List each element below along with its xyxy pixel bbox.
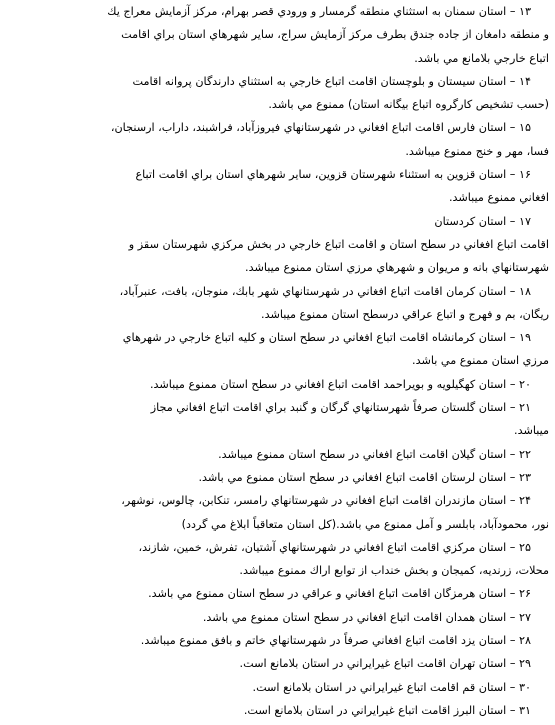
text-line: ۲۷ – استان همدان اقامت اتباع افغاني در سطح استان ممنوع مي باشد.: [202, 610, 531, 624]
text-line: ۳۱ – استان البرز اقامت اتباع غيرايراني در استان بلامانع است.: [243, 703, 531, 717]
text-line: افغاني ممنوع ميباشد.: [448, 191, 549, 205]
text-line: ۲۱ – استان گلستان صرفاً شهرستانهاي گرگان و گنبد براي اقامت اتباع افغاني مجاز: [150, 401, 531, 415]
text-line: ۱۹ – استان كرمانشاه اقامت اتباع افغاني در سطح استان و كليه اتباع خارجي در شهرهاي: [122, 331, 531, 345]
text-line: شهرستانهاي بانه و مريوان و شهرهاي مرزي استان ممنوع ميباشد.: [245, 261, 549, 275]
text-line: فسا، مهر و خنج ممنوع ميباشد.: [405, 144, 549, 158]
text-line: ۱۴ – استان سيستان و بلوچستان اقامت اتباع خارجي به استثناي دارندگان پروانه اقامت: [132, 74, 531, 88]
text-line: مرزي استان ممنوع مي باشد.: [412, 354, 549, 368]
text-line: اقامت اتباع افغاني در سطح استان و اقامت اتباع خارجي در بخش مركزي شهرستان سقز و: [128, 237, 549, 251]
text-line: ۱۶ – استان قزوين به استثناء شهرستان قزوين، ساير شهرهاي استان براي اقامت اتباع: [135, 168, 531, 182]
text-line: (حسب تشخيص كارگروه اتباع بيگانه استان) ممنوع مي باشد.: [268, 98, 549, 112]
text-line: ۳۰ – استان قم اقامت اتباع غيرايراني در استان بلامانع است.: [252, 680, 531, 694]
text-line: ۱۳ – استان سمنان به استثناي منطقه گرمسار و ورودي قصر بهرام، مركز آزمايش معراج يك: [107, 5, 531, 18]
text-line: ۲۳ – استان لرستان اقامت اتباع افغاني در سطح استان ممنوع مي باشد.: [198, 470, 531, 484]
text-line: نور، محمودآباد، بابلسر و آمل ممنوع مي باشد.(كل استان متعاقباً ابلاغ مي گردد): [181, 517, 549, 531]
text-line: ۲۰ – استان كهگيلويه و بويراحمد اقامت اتباع افغاني در سطح استان ممنوع ميباشد.: [149, 377, 531, 391]
text-line: ۲۴ – استان مازندران اقامت اتباع افغاني در شهرستانهاي رامسر، تنكابن، چالوس، نوشهر،: [121, 494, 531, 508]
text-line: اتباع خارجي بلامانع مي باشد.: [414, 51, 549, 65]
text-line: ۲۵ – استان مركزي اقامت اتباع افغاني در شهرستانهاي آشتيان، تفرش، خمين، شازند،: [138, 540, 531, 554]
text-line: ريگان، بم و فهرج و اتباع عراقي درسطح استان ممنوع ميباشد.: [261, 307, 549, 321]
text-line: ۲۸ – استان يزد اقامت اتباع افغاني صرفاً در شهرستانهاي خاتم و بافق ممنوع ميباشد.: [140, 634, 531, 648]
text-line: ميباشد.: [514, 424, 549, 438]
text-line: ۱۷ – استان كردستان: [434, 214, 531, 228]
text-line: ۲۲ – استان گيلان اقامت اتباع افغاني در سطح استان ممنوع ميباشد.: [218, 447, 531, 461]
text-line: ۱۵ – استان فارس اقامت اتباع افغاني در شهرستانهاي فيروزآباد، فراشبند، داراب، ارسنجان،: [110, 121, 531, 135]
text-line: ۲۶ – استان هرمزگان اقامت اتباع افغاني و عراقي در سطح استان ممنوع مي باشد.: [148, 587, 531, 601]
text-line: ۲۹ – استان تهران اقامت اتباع غيرايراني در استان بلامانع است.: [239, 657, 531, 671]
text-line: ۱۸ – استان كرمان اقامت اتباع افغاني در شهرستانهاي شهر بابك، منوجان، بافت، عنبرآباد،: [119, 284, 531, 298]
text-line: محلات، زرنديه، كميجان و بخش خنداب از توابع اراك ممنوع ميباشد.: [239, 564, 549, 578]
text-line: و منطقه دامغان از جاده جندق بطرف مرکز آزمايش سراج، ساير شهرهاي استان براي اقامت: [121, 28, 549, 42]
